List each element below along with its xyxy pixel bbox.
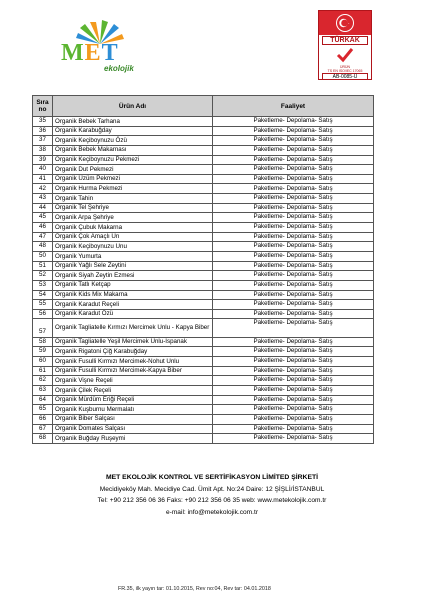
row-activity: Paketleme- Depolama- Satış [213, 242, 374, 252]
table-row [33, 203, 374, 213]
row-product-name: Organik Yumurta [53, 251, 213, 261]
row-number: 58 [33, 337, 53, 347]
row-number: 46 [33, 223, 53, 233]
row-activity: Paketleme- Depolama- Satış [213, 213, 374, 223]
table-row [33, 376, 374, 386]
revision-info: FR.35, ilk yayın tar: 01.10.2015, Rev no:04, Rev tar: 04.01.2018 [118, 586, 271, 592]
row-product-name: Organik Tatlı Ketçap [53, 280, 213, 290]
table-row [33, 271, 374, 281]
row-number: 47 [33, 232, 53, 242]
table-row [33, 232, 374, 242]
row-product-name: Organik Keçiboynuzu Özü [53, 136, 213, 146]
row-number: 55 [33, 300, 53, 310]
row-number: 57 [33, 319, 53, 337]
row-number: 63 [33, 385, 53, 395]
header-no: Sıra no [33, 96, 53, 117]
header-activity: Faaliyet [213, 96, 374, 117]
table-row [33, 126, 374, 136]
row-activity: Paketleme- Depolama- Satış [213, 223, 374, 233]
table-row [33, 242, 374, 252]
row-activity: Paketleme- Depolama- Satış [213, 434, 374, 444]
table-row [33, 366, 374, 376]
company-footer [0, 472, 424, 518]
table-row [33, 194, 374, 204]
row-activity: Paketleme- Depolama- Satış [213, 174, 374, 184]
turkak-accreditation-badge [318, 10, 372, 80]
row-number: 62 [33, 376, 53, 386]
row-number: 60 [33, 357, 53, 367]
row-number: 39 [33, 155, 53, 165]
row-product-name: Organik Siyah Zeytin Ezmesi [53, 271, 213, 281]
turkak-line1: ÜRÜN [339, 65, 351, 69]
row-product-name: Organik Bebek Tarhana [53, 117, 213, 127]
row-activity: Paketleme- Depolama- Satış [213, 136, 374, 146]
row-number: 68 [33, 434, 53, 444]
row-activity: Paketleme- Depolama- Satış [213, 319, 374, 337]
row-activity: Paketleme- Depolama- Satış [213, 251, 374, 261]
row-activity: Paketleme- Depolama- Satış [213, 155, 374, 165]
row-activity: Paketleme- Depolama- Satış [213, 300, 374, 310]
row-product-name: Organik Tahin [53, 194, 213, 204]
logo-letters: MET [61, 40, 119, 66]
table-row [33, 405, 374, 415]
row-product-name: Organik Üzüm Pekmezi [53, 174, 213, 184]
table-row [33, 174, 374, 184]
table-row [33, 395, 374, 405]
row-product-name: Organik Biber Salçası [53, 414, 213, 424]
row-number: 42 [33, 184, 53, 194]
row-product-name: Organik Fusulli Kırmızı Mercimek-Nohut Unlu [53, 357, 213, 367]
table-row [33, 385, 374, 395]
row-activity: Paketleme- Depolama- Satış [213, 194, 374, 204]
table-row [33, 290, 374, 300]
table-row [33, 337, 374, 347]
row-product-name: Organik Dut Pekmezi [53, 165, 213, 175]
row-activity: Paketleme- Depolama- Satış [213, 280, 374, 290]
row-activity: Paketleme- Depolama- Satış [213, 385, 374, 395]
row-product-name: Organik Domates Salçası [53, 424, 213, 434]
row-activity: Paketleme- Depolama- Satış [213, 184, 374, 194]
row-activity: Paketleme- Depolama- Satış [213, 414, 374, 424]
row-activity: Paketleme- Depolama- Satış [213, 357, 374, 367]
row-number: 65 [33, 405, 53, 415]
table-row [33, 136, 374, 146]
table-row [33, 414, 374, 424]
row-number: 37 [33, 136, 53, 146]
row-number: 54 [33, 290, 53, 300]
row-number: 45 [33, 213, 53, 223]
logo-subtitle: ekolojik [104, 64, 134, 73]
row-number: 43 [33, 194, 53, 204]
table-row [33, 184, 374, 194]
row-number: 53 [33, 280, 53, 290]
row-activity: Paketleme- Depolama- Satış [213, 271, 374, 281]
turkish-flag-icon [336, 14, 354, 32]
company-email: e-mail: info@metekolojik.com.tr [165, 508, 259, 516]
row-number: 61 [33, 366, 53, 376]
row-activity: Paketleme- Depolama- Satış [213, 424, 374, 434]
row-activity: Paketleme- Depolama- Satış [213, 347, 374, 357]
row-product-name: Organik Hurma Pekmezi [53, 184, 213, 194]
turkak-line2: TS EN ISO/IEC 17065 [327, 69, 363, 73]
table-row [33, 117, 374, 127]
row-number: 36 [33, 126, 53, 136]
row-product-name: Organik Karabuğday [53, 126, 213, 136]
turkak-code: AB-0085-Ü [322, 73, 368, 80]
table-row [33, 261, 374, 271]
row-number: 40 [33, 165, 53, 175]
row-number: 64 [33, 395, 53, 405]
table-row [33, 280, 374, 290]
row-product-name: Organik Çok Amaçlı Un [53, 232, 213, 242]
table-row [33, 319, 374, 337]
row-activity: Paketleme- Depolama- Satış [213, 376, 374, 386]
row-product-name: Organik Yağlı Sele Zeytini [53, 261, 213, 271]
row-product-name: Organik Karadut Reçeli [53, 300, 213, 310]
company-name: MET EKOLOJİK KONTROL VE SERTİFİKASYON LİMİTED ŞİRKETİ [105, 474, 319, 481]
row-product-name: Organik Keçiboynuzu Pekmezi [53, 155, 213, 165]
row-product-name: Organik Kuşburnu Mermalatı [53, 405, 213, 415]
row-product-name: Organik Arpa Şehriye [53, 213, 213, 223]
row-activity: Paketleme- Depolama- Satış [213, 126, 374, 136]
turkak-header-band [319, 11, 371, 35]
row-activity: Paketleme- Depolama- Satış [213, 395, 374, 405]
met-logo [58, 18, 136, 82]
row-activity: Paketleme- Depolama- Satış [213, 366, 374, 376]
row-number: 67 [33, 424, 53, 434]
row-product-name: Organik Çilek Reçeli [53, 385, 213, 395]
turkak-title: TÜRKAK [322, 36, 368, 45]
table-row [33, 434, 374, 444]
row-number: 35 [33, 117, 53, 127]
row-number: 51 [33, 261, 53, 271]
company-address: Mecidiyeköy Mah. Mecidiye Cad. Ümit Apt. No:24 Daire: 12 ŞİŞLİ/İSTANBUL [99, 485, 325, 493]
row-product-name: Organik Çubuk Makarna [53, 223, 213, 233]
table-row [33, 155, 374, 165]
table-row [33, 213, 374, 223]
table-row [33, 251, 374, 261]
row-activity: Paketleme- Depolama- Satış [213, 261, 374, 271]
row-number: 59 [33, 347, 53, 357]
row-product-name: Organik Mürdüm Eriği Reçeli [53, 395, 213, 405]
row-product-name: Organik Keçiboynuzu Unu [53, 242, 213, 252]
row-product-name: Organik Buğday Ruşeymi [53, 434, 213, 444]
table-row [33, 223, 374, 233]
table-row [33, 357, 374, 367]
header-product-name: Ürün Adı [53, 96, 213, 117]
row-product-name: Organik Karadut Özü [53, 309, 213, 319]
product-table [32, 95, 374, 444]
row-activity: Paketleme- Depolama- Satış [213, 203, 374, 213]
table-row [33, 145, 374, 155]
row-number: 41 [33, 174, 53, 184]
row-activity: Paketleme- Depolama- Satış [213, 290, 374, 300]
row-product-name: Organik Kids Mix Makarna [53, 290, 213, 300]
row-product-name: Organik Bebek Makarnası [53, 145, 213, 155]
table-row [33, 309, 374, 319]
row-number: 44 [33, 203, 53, 213]
row-activity: Paketleme- Depolama- Satış [213, 165, 374, 175]
row-product-name: Organik Vişne Reçeli [53, 376, 213, 386]
table-row [33, 165, 374, 175]
row-product-name: Organik Tel Şehriye [53, 203, 213, 213]
row-activity: Paketleme- Depolama- Satış [213, 309, 374, 319]
table-row [33, 424, 374, 434]
row-activity: Paketleme- Depolama- Satış [213, 145, 374, 155]
table-row [33, 300, 374, 310]
table-row [33, 347, 374, 357]
row-product-name: Organik Fusulli Kırmızı Mercimek-Kapya Biber [53, 366, 213, 376]
row-activity: Paketleme- Depolama- Satış [213, 117, 374, 127]
check-mark-icon [335, 46, 355, 64]
row-number: 56 [33, 309, 53, 319]
company-contact: Tel: +90 212 356 06 36 Faks: +90 212 356 06 35 web: www.metekolojik.com.tr [97, 497, 327, 504]
row-number: 52 [33, 271, 53, 281]
row-number: 66 [33, 414, 53, 424]
row-activity: Paketleme- Depolama- Satış [213, 337, 374, 347]
row-number: 48 [33, 242, 53, 252]
row-number: 38 [33, 145, 53, 155]
row-activity: Paketleme- Depolama- Satış [213, 232, 374, 242]
row-product-name: Organik Tagliatelle Yeşil Mercimek Unlu-Ispanak [53, 337, 213, 347]
table-header-row [33, 96, 374, 117]
row-activity: Paketleme- Depolama- Satış [213, 405, 374, 415]
row-product-name: Organik Tagliatelle Kırmızı Mercimek Unlu - Kapya Biber [53, 319, 213, 337]
row-product-name: Organik Rigatoni Çiğ Karabuğday [53, 347, 213, 357]
row-number: 50 [33, 251, 53, 261]
